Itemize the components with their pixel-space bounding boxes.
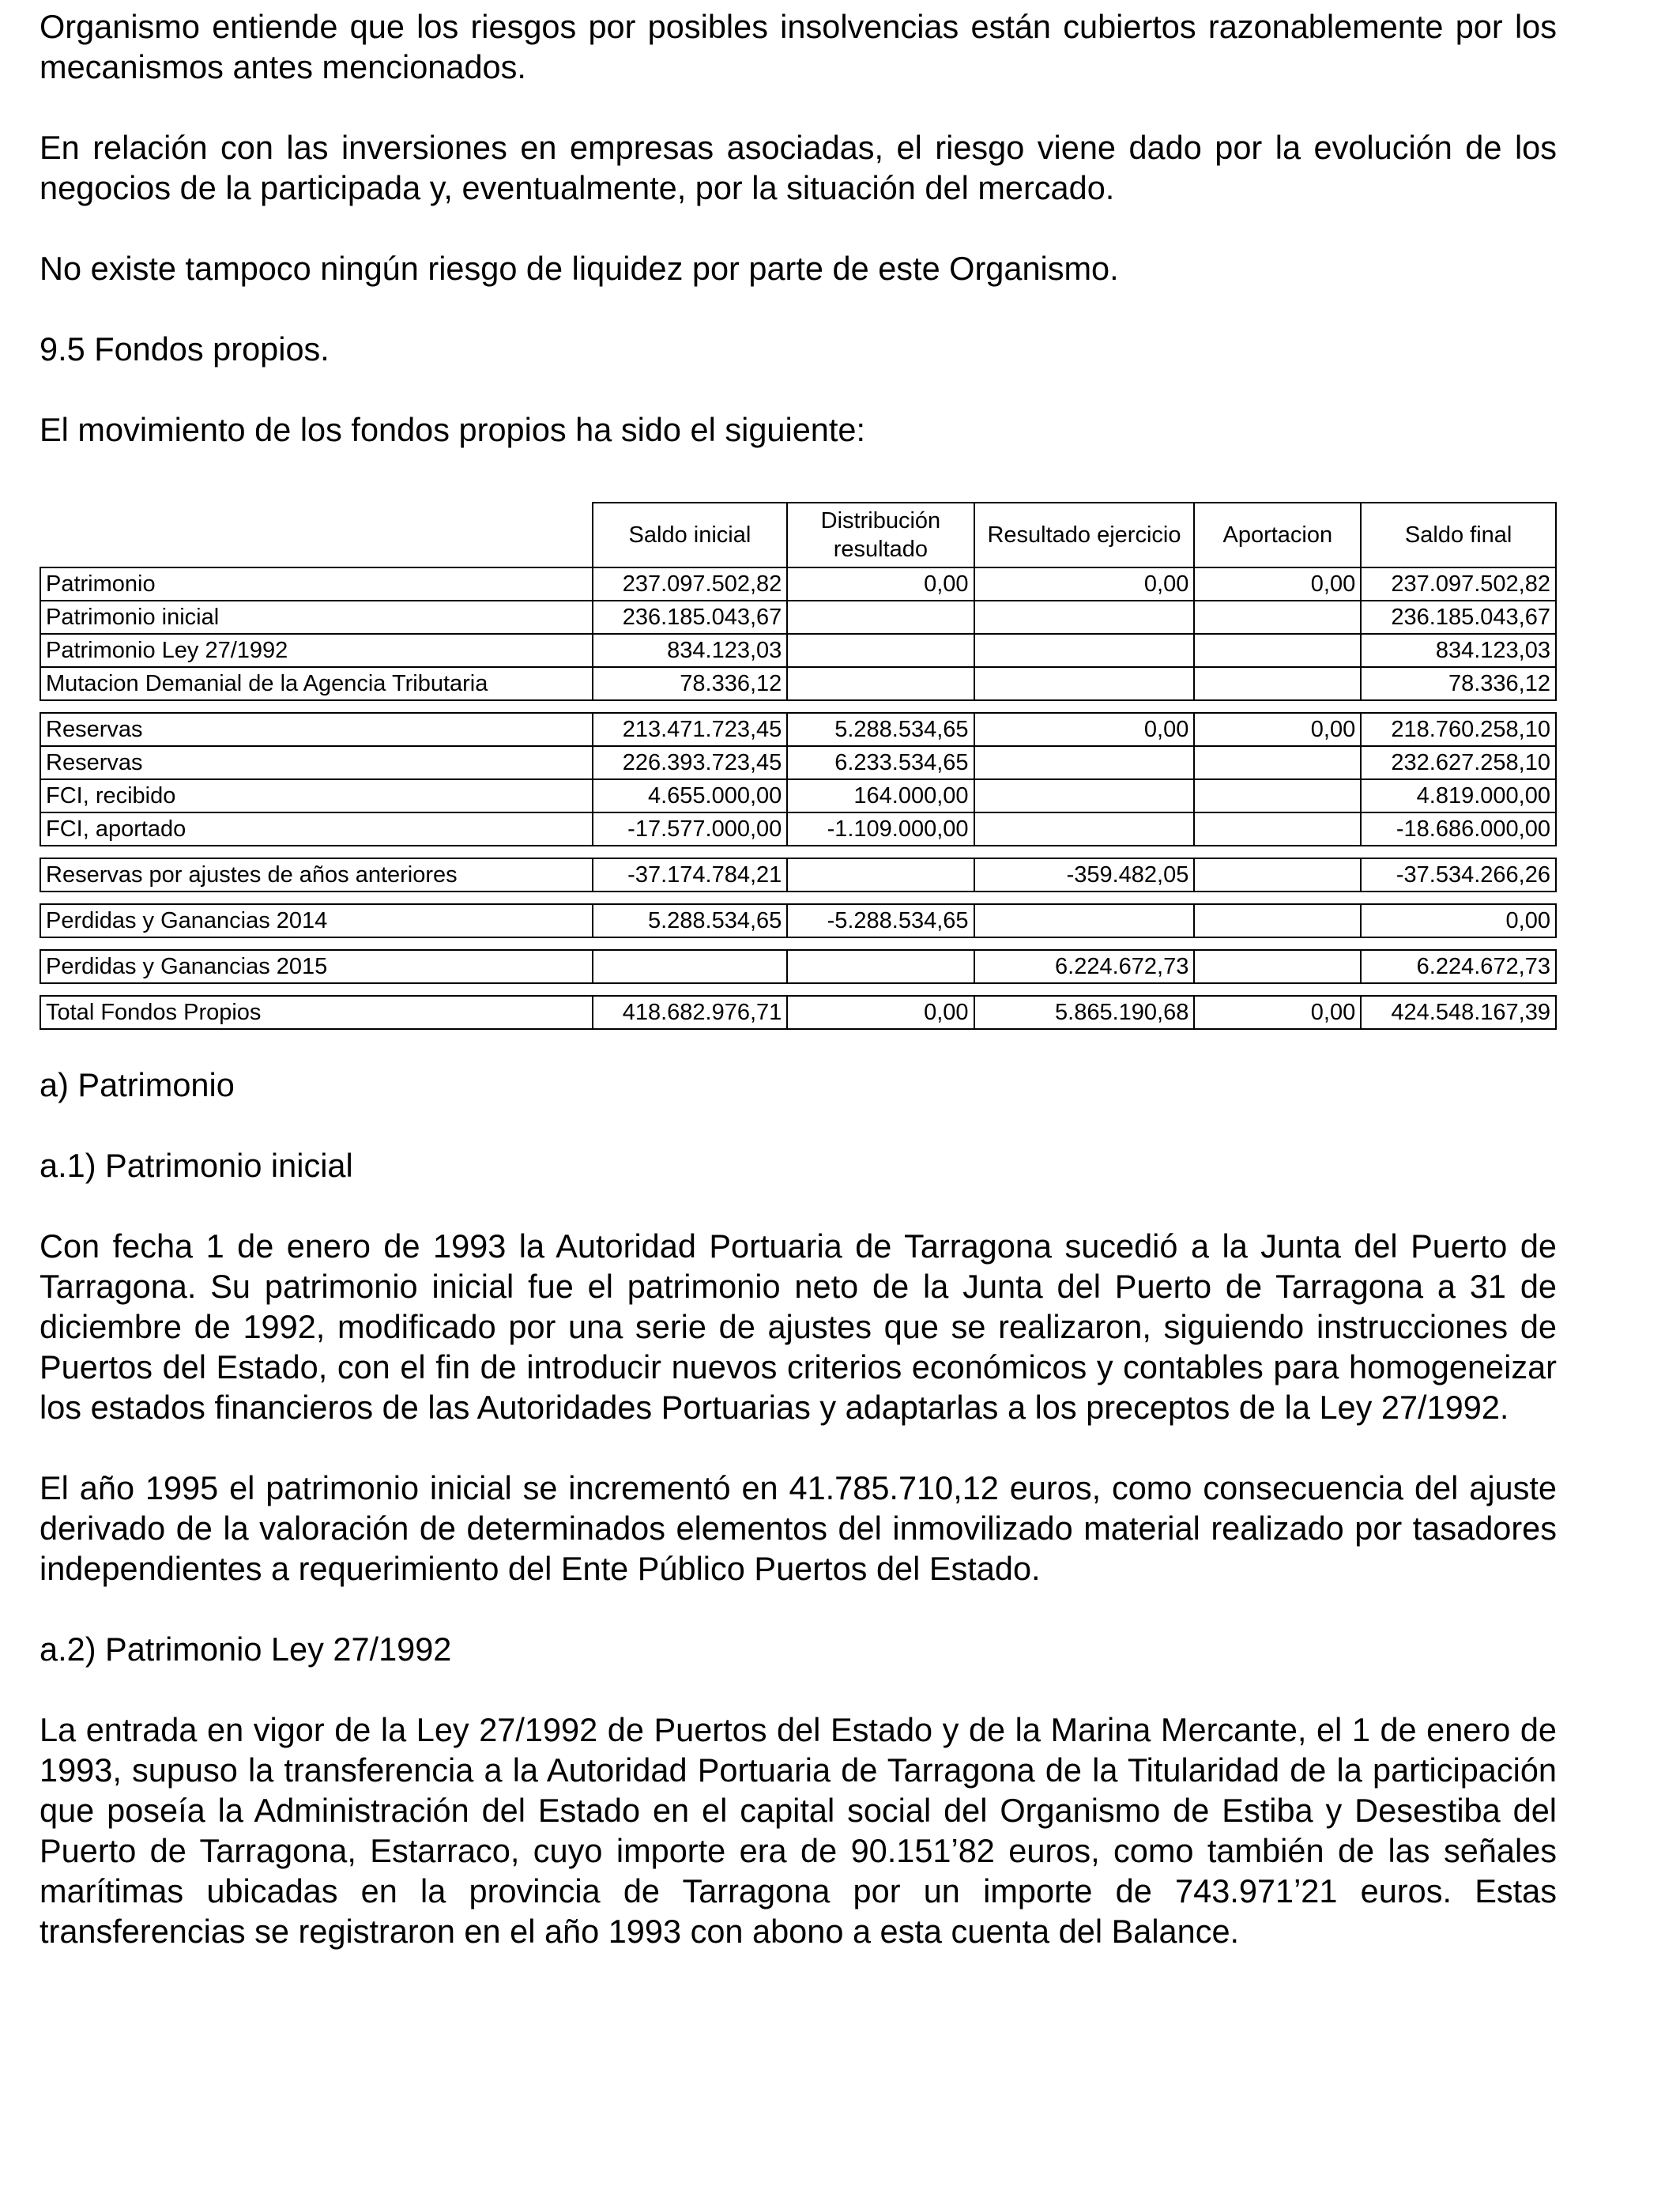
table-row-reservas — [40, 746, 1556, 779]
cell-resultado — [974, 746, 1195, 779]
header-resultado-ejercicio: Resultado ejercicio — [974, 503, 1195, 567]
cell-aportacion — [1194, 667, 1361, 700]
cell-saldo-inicial: -37.174.784,21 — [593, 858, 788, 892]
header-distribucion-resultado — [787, 503, 974, 567]
cell-saldo-inicial: 5.288.534,65 — [593, 904, 788, 937]
cell-saldo-final: 4.819.000,00 — [1361, 779, 1556, 812]
cell-aportacion: 0,00 — [1194, 996, 1361, 1029]
cell-distribucion: -1.109.000,00 — [787, 812, 974, 846]
cell-aportacion — [1194, 904, 1361, 937]
table-row-total-fondos-propios — [40, 996, 1556, 1029]
cell-resultado — [974, 904, 1195, 937]
cell-distribucion — [787, 858, 974, 892]
cell-aportacion: 0,00 — [1194, 713, 1361, 746]
row-label: Patrimonio Ley 27/1992 — [40, 634, 593, 667]
table-row-patrimonio-inicial — [40, 601, 1556, 634]
cell-distribucion: 5.288.534,65 — [787, 713, 974, 746]
cell-saldo-inicial: 78.336,12 — [593, 667, 788, 700]
cell-aportacion — [1194, 950, 1361, 983]
cell-resultado: -359.482,05 — [974, 858, 1195, 892]
row-label: Patrimonio — [40, 567, 593, 601]
header-saldo-inicial: Saldo inicial — [593, 503, 788, 567]
header-distribucion-line2: resultado — [833, 537, 929, 562]
section-heading-patrimonio: a) Patrimonio — [40, 1066, 235, 1103]
cell-saldo-final: 6.224.672,73 — [1361, 950, 1556, 983]
cell-aportacion — [1194, 746, 1361, 779]
cell-aportacion: 0,00 — [1194, 567, 1361, 601]
cell-saldo-final: 237.097.502,82 — [1361, 567, 1556, 601]
section-heading-fondos-propios: 9.5 Fondos propios. — [40, 330, 330, 368]
table-header-row — [40, 503, 1556, 567]
row-label: Reservas — [40, 713, 593, 746]
paragraph-movimiento-intro: El movimiento de los fondos propios ha sido el siguiente: — [40, 411, 866, 448]
paragraph-riesgo-liquidez: No existe tampoco ningún riesgo de liquidez por parte de este Organismo. — [40, 250, 1119, 287]
header-aportacion: Aportacion — [1194, 503, 1361, 567]
cell-saldo-final: 424.548.167,39 — [1361, 996, 1556, 1029]
cell-resultado: 0,00 — [974, 713, 1195, 746]
row-label: Mutacion Demanial de la Agencia Tributaria — [40, 667, 593, 700]
document-page — [40, 6, 1557, 1951]
header-saldo-final: Saldo final — [1361, 503, 1556, 567]
paragraph-riesgos-insolvencias: Organismo entiende que los riesgos por posibles insolvencias están cubiertos razonablemente por los mecanismos antes mencionados. — [40, 8, 1557, 85]
table-row-patrimonio-ley — [40, 634, 1556, 667]
cell-distribucion — [787, 950, 974, 983]
cell-distribucion: -5.288.534,65 — [787, 904, 974, 937]
row-label: Perdidas y Ganancias 2014 — [40, 904, 593, 937]
table-row-fci-aportado — [40, 812, 1556, 846]
cell-saldo-inicial: 4.655.000,00 — [593, 779, 788, 812]
table-row-reservas-ajustes — [40, 858, 1556, 892]
row-label: Reservas por ajustes de años anteriores — [40, 858, 593, 892]
cell-resultado: 5.865.190,68 — [974, 996, 1195, 1029]
cell-saldo-final: 236.185.043,67 — [1361, 601, 1556, 634]
section-heading-patrimonio-ley: a.2) Patrimonio Ley 27/1992 — [40, 1630, 452, 1668]
row-label: Perdidas y Ganancias 2015 — [40, 950, 593, 983]
row-label: Total Fondos Propios — [40, 996, 593, 1029]
fondos-propios-table — [40, 502, 1557, 1030]
table-row-reservas-total — [40, 713, 1556, 746]
row-label: Patrimonio inicial — [40, 601, 593, 634]
cell-saldo-inicial: 418.682.976,71 — [593, 996, 788, 1029]
cell-distribucion: 0,00 — [787, 567, 974, 601]
cell-saldo-final: 78.336,12 — [1361, 667, 1556, 700]
table-row-pyg-2015 — [40, 950, 1556, 983]
cell-distribucion: 6.233.534,65 — [787, 746, 974, 779]
cell-saldo-inicial — [593, 950, 788, 983]
cell-saldo-final: 834.123,03 — [1361, 634, 1556, 667]
cell-resultado — [974, 634, 1195, 667]
cell-saldo-inicial: 226.393.723,45 — [593, 746, 788, 779]
table-row-patrimonio — [40, 567, 1556, 601]
row-label: Reservas — [40, 746, 593, 779]
cell-resultado — [974, 779, 1195, 812]
cell-saldo-inicial: 213.471.723,45 — [593, 713, 788, 746]
cell-saldo-final: 0,00 — [1361, 904, 1556, 937]
cell-saldo-inicial: 236.185.043,67 — [593, 601, 788, 634]
cell-saldo-inicial: 834.123,03 — [593, 634, 788, 667]
cell-aportacion — [1194, 858, 1361, 892]
cell-resultado — [974, 601, 1195, 634]
cell-aportacion — [1194, 634, 1361, 667]
table-row-fci-recibido — [40, 779, 1556, 812]
cell-distribucion — [787, 667, 974, 700]
paragraph-incremento-1995: El año 1995 el patrimonio inicial se incrementó en 41.785.710,12 euros, como consecuencia del ajuste derivado de la valoración de determinados elementos del inmovilizado material realizado por tasadores independientes a requerimiento del Ente Público Puertos del Estado. — [40, 1469, 1557, 1587]
cell-aportacion — [1194, 779, 1361, 812]
cell-distribucion — [787, 601, 974, 634]
table-row-mutacion-demanial — [40, 667, 1556, 700]
row-label: FCI, aportado — [40, 812, 593, 846]
cell-saldo-inicial: 237.097.502,82 — [593, 567, 788, 601]
cell-distribucion: 0,00 — [787, 996, 974, 1029]
table-row-pyg-2014 — [40, 904, 1556, 937]
cell-saldo-final: 232.627.258,10 — [1361, 746, 1556, 779]
paragraph-empresas-asociadas: En relación con las inversiones en empresas asociadas, el riesgo viene dado por la evolución de los negocios de la participada y, eventualmente, por la situación del mercado. — [40, 129, 1557, 206]
cell-resultado: 0,00 — [974, 567, 1195, 601]
cell-saldo-final: -37.534.266,26 — [1361, 858, 1556, 892]
paragraph-patrimonio-inicial: Con fecha 1 de enero de 1993 la Autoridad Portuaria de Tarragona sucedió a la Junta del Puerto de Tarragona. Su patrimonio inicial fue el patrimonio neto de la Junta del Puerto de Tarragona a 31 de diciembre de 1992, modificado por una serie de ajustes que se realizaron, siguiendo instrucciones de Puertos del Estado, con el fin de introducir nuevos criterios económicos y contables para homogeneizar los estados financieros de las Autoridades Portuarias y adaptarlas a los preceptos de la Ley 27/1992. — [40, 1227, 1557, 1426]
header-blank-cell — [40, 503, 593, 567]
cell-resultado — [974, 812, 1195, 846]
cell-aportacion — [1194, 601, 1361, 634]
cell-saldo-inicial: -17.577.000,00 — [593, 812, 788, 846]
section-heading-patrimonio-inicial: a.1) Patrimonio inicial — [40, 1147, 353, 1184]
row-label: FCI, recibido — [40, 779, 593, 812]
cell-resultado — [974, 667, 1195, 700]
header-distribucion-line1: Distribución — [820, 508, 941, 533]
cell-saldo-final: 218.760.258,10 — [1361, 713, 1556, 746]
cell-aportacion — [1194, 812, 1361, 846]
paragraph-ley-27-1992: La entrada en vigor de la Ley 27/1992 de Puertos del Estado y de la Marina Mercante, el 1 de enero de 1993, supuso la transferencia a la Autoridad Portuaria de Tarragona de la Titularidad de la participación que poseía la Administración del Estado en el capital social del Organismo de Estiba y Desestiba del Puerto de Tarragona, Estarraco, cuyo importe era de 90.151’82 euros, como también de las señales marítimas ubicadas en la provincia de Tarragona por un importe de 743.971’21 euros. Estas transferencias se registraron en el año 1993 con abono a esta cuenta del Balance. — [40, 1711, 1557, 1950]
cell-distribucion: 164.000,00 — [787, 779, 974, 812]
cell-resultado: 6.224.672,73 — [974, 950, 1195, 983]
cell-distribucion — [787, 634, 974, 667]
cell-saldo-final: -18.686.000,00 — [1361, 812, 1556, 846]
